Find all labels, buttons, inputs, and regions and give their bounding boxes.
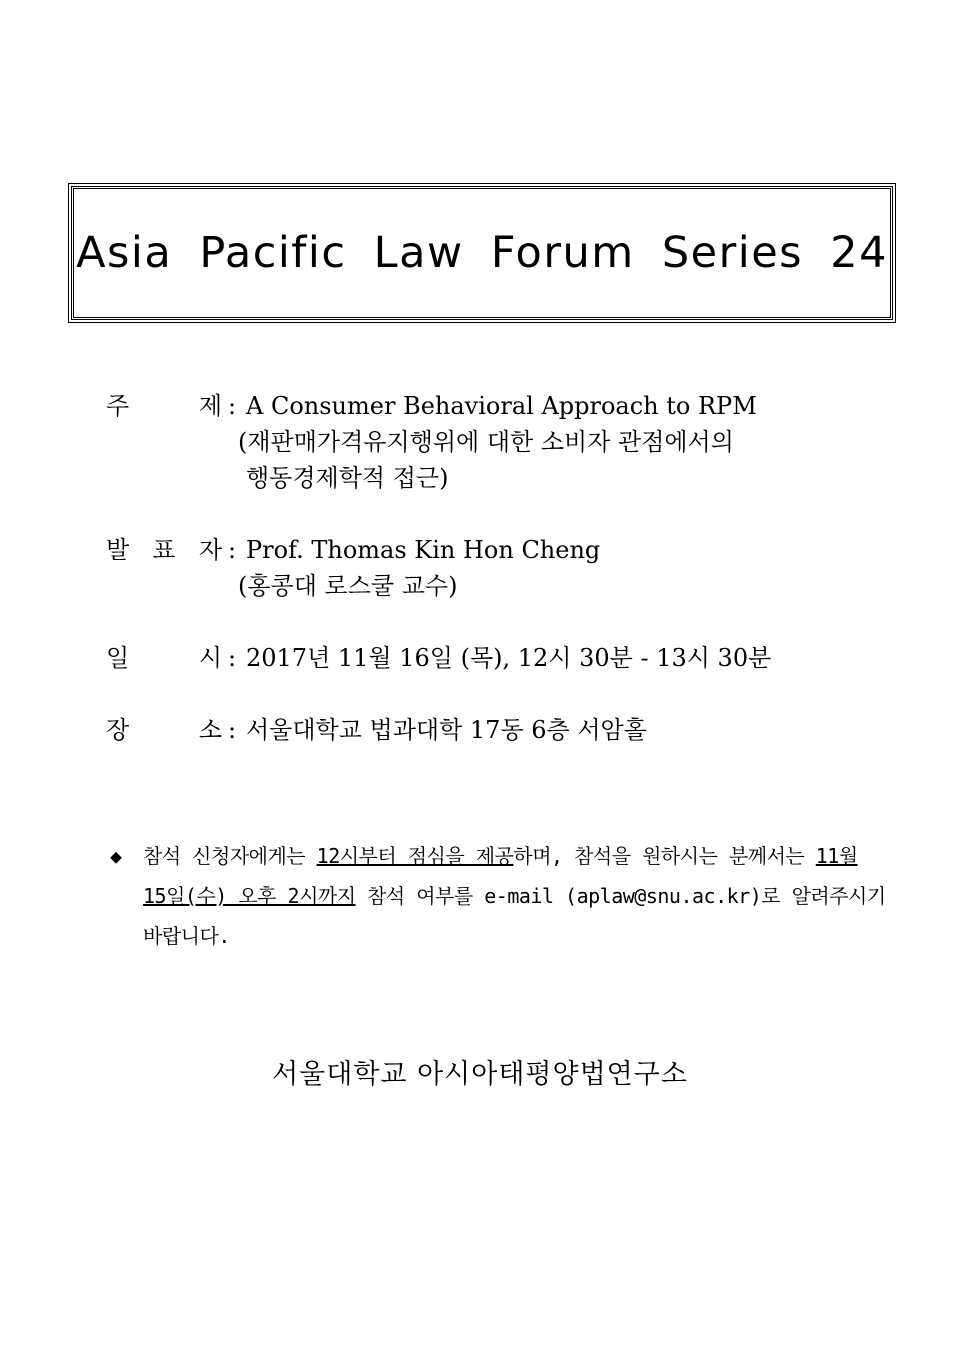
lunch-info: 12시부터 점심을 제공 — [316, 844, 514, 868]
page-title: Asia Pacific Law Forum Series 24 — [76, 228, 888, 278]
registration-notice — [110, 836, 890, 956]
topic-label: 주 제 — [106, 392, 222, 420]
topic-line-3: 행동경제학적 접근) — [246, 464, 449, 492]
datetime-row — [106, 640, 771, 676]
deadline-info: 11월 15일(수) 오후 2시까지 — [143, 844, 858, 908]
venue-label: 장 소 — [106, 716, 222, 744]
topic-colon: : — [228, 392, 237, 420]
notice-text: 참석 신청자에게는 12시부터 점심을 제공하며, 참석을 원하시는 분께서는 11월 15일(수) 오후 2시까지 참석 여부를 e-mail (aplaw@snu.ac.kr)로 알려주시기 바랍니다. — [143, 844, 886, 948]
datetime-value: 2017년 11월 16일 (목), 12시 30분 - 13시 30분 — [246, 644, 772, 672]
presenter-affiliation: (홍콩대 로스쿨 교수) — [238, 572, 458, 600]
presenter-row — [106, 532, 600, 604]
datetime-label: 일 시 — [106, 644, 222, 672]
topic-line-2: (재판매가격유지행위에 대한 소비자 관점에서의 — [238, 428, 734, 456]
venue-row — [106, 712, 647, 748]
venue-colon: : — [228, 716, 237, 744]
title-box — [71, 186, 893, 320]
presenter-label: 발 표 자 — [106, 536, 222, 564]
organization-name: 서울대학교 아시아태평양법연구소 — [272, 1059, 688, 1090]
diamond-bullet-icon: ◆ — [110, 844, 123, 868]
topic-line-1: A Consumer Behavioral Approach to RPM — [246, 392, 757, 420]
presenter-colon: : — [228, 536, 237, 564]
topic-row — [106, 388, 757, 496]
presenter-value — [238, 532, 601, 604]
presenter-name: Prof. Thomas Kin Hon Cheng — [246, 536, 601, 564]
venue-value: 서울대학교 법과대학 17동 6층 서암홀 — [246, 716, 647, 744]
topic-value — [238, 388, 757, 496]
datetime-colon: : — [228, 644, 237, 672]
